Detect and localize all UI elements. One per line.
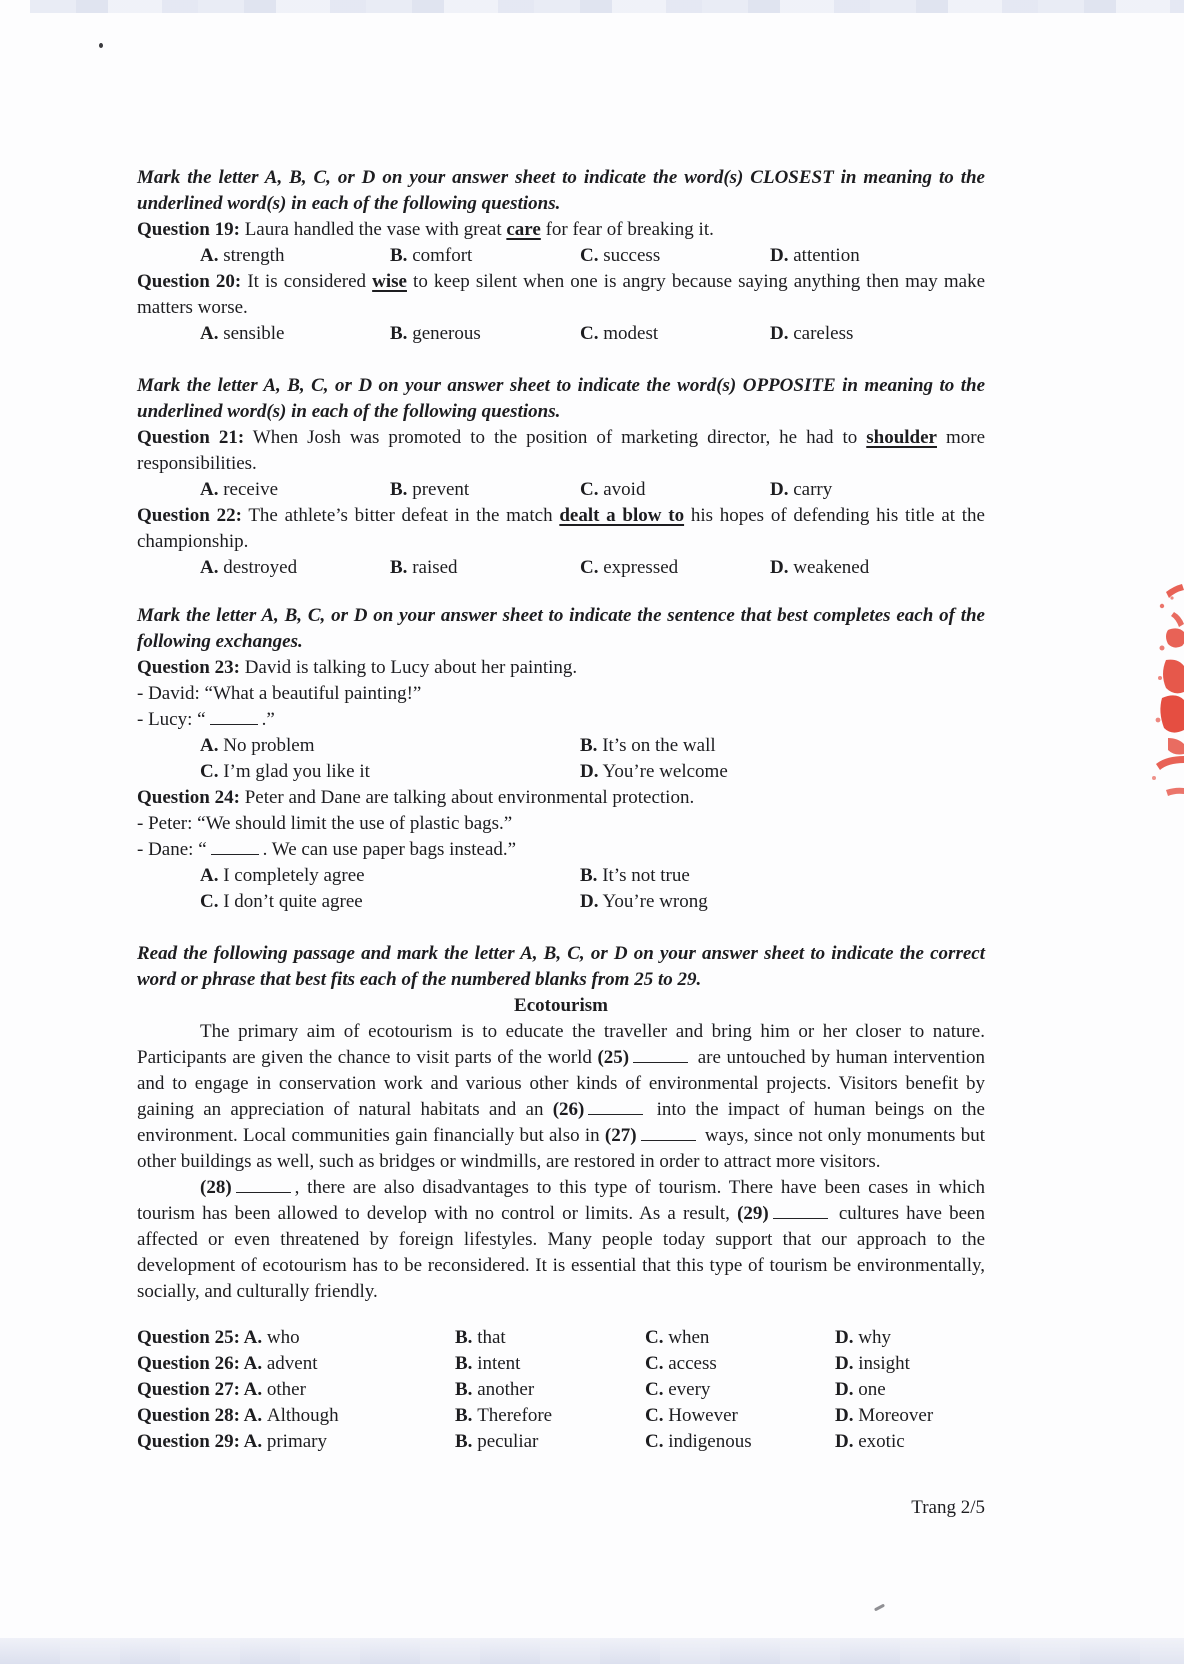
answer-blank (633, 1048, 688, 1063)
red-stamp-fragment (1132, 568, 1184, 808)
option-a: Question 27: A. other (137, 1379, 306, 1400)
passage-paragraph-1 (137, 1019, 985, 1175)
question-24-options-row-2 (200, 889, 985, 915)
option-c: C. expressed (580, 557, 679, 578)
pen-mark-artifact (874, 1604, 885, 1612)
cloze-questions-grid (137, 1325, 985, 1455)
option-a: A. strength (200, 245, 285, 266)
cloze-question-label: Question 29: (137, 1431, 244, 1452)
option-d: D. carry (770, 479, 833, 500)
exam-content (137, 165, 985, 1540)
option-a: Question 28: A. Although (137, 1405, 339, 1426)
underlined-word-shoulder: shoulder (866, 427, 937, 448)
option-c: C. indigenous (645, 1431, 752, 1452)
option-d: D. You’re wrong (580, 891, 708, 912)
blank-number-marker: (27) (604, 1125, 637, 1146)
option-d: D. insight (835, 1353, 910, 1374)
option-b: B. It’s on the wall (580, 735, 716, 756)
underlined-phrase-dealt-a-blow-to: dealt a blow to (559, 505, 685, 526)
passage-text: The primary aim of ecotourism is to educate the traveller and bring him or her closer to nature. Participants are given the chance to visit parts of the world (137, 1021, 985, 1068)
question-19-stem: Question 19: Laura handled the vase with great care for fear of breaking it. (137, 219, 714, 240)
answer-blank (588, 1100, 643, 1115)
option-d: D. why (835, 1327, 891, 1348)
underlined-word-care: care (506, 219, 541, 240)
option-d: D. weakened (770, 557, 870, 578)
passage-text: are untouched by human intervention and to engage in conservation work and various other kinds of environmental projects. Visitors benefit by gaining an appreciation of natural habitats and an (137, 1047, 985, 1120)
scan-artifact-bottom-strip (0, 1638, 1184, 1664)
section-closest-instructions: Mark the letter A, B, C, or D on your answer sheet to indicate the word(s) CLOSEST in meaning to the underlined word(s) in each of the following questions. (137, 167, 985, 214)
passage-paragraph-2 (137, 1175, 985, 1305)
cloze-question-row (137, 1351, 985, 1377)
question-23-label: Question 23: (137, 657, 240, 678)
option-c: C. when (645, 1327, 710, 1348)
option-a: A. sensible (200, 323, 285, 344)
option-b: B. prevent (390, 479, 470, 500)
question-21-options (200, 477, 985, 503)
option-c: C. every (645, 1379, 711, 1400)
passage-text: into the impact of human beings on the environment. Local communities gain financially but also in (137, 1099, 985, 1146)
passage-text: , there are also disadvantages to this type of tourism. There have been cases in which tourism has been allowed to develop with no control or limits. As a result, (137, 1177, 985, 1224)
option-c: C. However (645, 1405, 738, 1426)
cloze-question-label: Question 28: (137, 1405, 244, 1426)
option-a: Question 25: A. who (137, 1327, 300, 1348)
question-21-label: Question 21: (137, 427, 245, 448)
option-d: D. attention (770, 245, 860, 266)
option-a: Question 29: A. primary (137, 1431, 328, 1452)
option-b: B. that (455, 1327, 506, 1348)
question-19-options (200, 243, 985, 269)
option-c: C. avoid (580, 479, 646, 500)
section-cloze-instructions: Read the following passage and mark the letter A, B, C, or D on your answer sheet to indicate the correct word or phrase that best fits each of the numbered blanks from 25 to 29. (137, 943, 985, 990)
option-a: Question 26: A. advent (137, 1353, 318, 1374)
ink-dot-artifact (99, 43, 103, 48)
scan-artifact-top-strip (30, 0, 1184, 13)
option-a: A. destroyed (200, 557, 298, 578)
question-20-label: Question 20: (137, 271, 242, 292)
answer-blank (210, 710, 258, 725)
answer-blank (773, 1204, 828, 1219)
blank-number-marker: (29) (737, 1203, 769, 1224)
blank-number-marker: (26) (552, 1099, 585, 1120)
option-c: C. access (645, 1353, 717, 1374)
option-d: D. careless (770, 323, 854, 344)
question-20-stem: Question 20: It is considered wise to keep silent when one is angry because saying anything then may make matters worse. (137, 271, 986, 318)
option-a: A. receive (200, 479, 279, 500)
option-c: C. I’m glad you like it (200, 761, 370, 782)
passage-title: Ecotourism (514, 995, 608, 1016)
passage-text: ways, since not only monuments but other buildings as well, such as bridges or windmills, are restored in order to attract more visitors. (137, 1125, 985, 1172)
question-23-dialogue-line-2: - Lucy: “ .” (137, 709, 275, 730)
question-23-options-row-1 (200, 733, 985, 759)
question-22-options (200, 555, 985, 581)
option-b: B. generous (390, 323, 481, 344)
answer-blank (236, 1178, 291, 1193)
option-b: B. intent (455, 1353, 521, 1374)
question-23-stem: Question 23: David is talking to Lucy about her painting. (137, 657, 578, 678)
cloze-question-label: Question 26: (137, 1353, 244, 1374)
cloze-question-row (137, 1325, 985, 1351)
underlined-word-wise: wise (372, 271, 407, 292)
option-a: A. No problem (200, 735, 315, 756)
question-24-label: Question 24: (137, 787, 240, 808)
question-22-stem: Question 22: The athlete’s bitter defeat in the match dealt a blow to his hopes of defending his title at the championship. (137, 505, 985, 552)
option-b: B. Therefore (455, 1405, 553, 1426)
question-24-options-row-1 (200, 863, 985, 889)
option-a: A. I completely agree (200, 865, 365, 886)
answer-blank (211, 840, 259, 855)
section-exchanges-instructions: Mark the letter A, B, C, or D on your answer sheet to indicate the sentence that best completes each of the following exchanges. (137, 605, 985, 652)
section-opposite-instructions: Mark the letter A, B, C, or D on your answer sheet to indicate the word(s) OPPOSITE in meaning to the underlined word(s) in each of the following questions. (137, 375, 985, 422)
option-b: B. another (455, 1379, 535, 1400)
question-19-label: Question 19: (137, 219, 240, 240)
option-c: C. modest (580, 323, 659, 344)
question-24-dialogue-line-1: - Peter: “We should limit the use of plastic bags.” (137, 813, 513, 834)
answer-blank (641, 1126, 696, 1141)
option-b: B. peculiar (455, 1431, 539, 1452)
question-24-stem: Question 24: Peter and Dane are talking about environmental protection. (137, 787, 695, 808)
question-23-options-row-2 (200, 759, 985, 785)
cloze-question-row (137, 1429, 985, 1455)
question-24-dialogue-line-2: - Dane: “ . We can use paper bags instead.” (137, 839, 517, 860)
option-c: C. success (580, 245, 661, 266)
option-b: B. It’s not true (580, 865, 690, 886)
page-number: Trang 2/5 (911, 1497, 985, 1518)
passage-text: cultures have been affected or even threatened by foreign lifestyles. Many people today support that our approach to the development of ecotourism has to be reconsidered. It is essential that this type of tourism be environmentally, socially, and culturally friendly. (137, 1203, 985, 1302)
option-b: B. raised (390, 557, 458, 578)
question-23-dialogue-line-1: - David: “What a beautiful painting!” (137, 683, 422, 704)
option-d: D. one (835, 1379, 886, 1400)
question-22-label: Question 22: (137, 505, 242, 526)
option-c: C. I don’t quite agree (200, 891, 363, 912)
blank-number-marker: (28) (200, 1177, 232, 1198)
cloze-question-row (137, 1377, 985, 1403)
option-b: B. comfort (390, 245, 473, 266)
cloze-question-label: Question 27: (137, 1379, 244, 1400)
option-d: D. Moreover (835, 1405, 934, 1426)
cloze-question-label: Question 25: (137, 1327, 244, 1348)
cloze-passage (137, 1019, 985, 1305)
option-d: D. exotic (835, 1431, 905, 1452)
question-20-options (200, 321, 985, 347)
blank-number-marker: (25) (597, 1047, 630, 1068)
question-21-stem: Question 21: When Josh was promoted to the position of marketing director, he had to shoulder more responsibilities. (137, 427, 986, 474)
cloze-question-row (137, 1403, 985, 1429)
option-d: D. You’re welcome (580, 761, 728, 782)
